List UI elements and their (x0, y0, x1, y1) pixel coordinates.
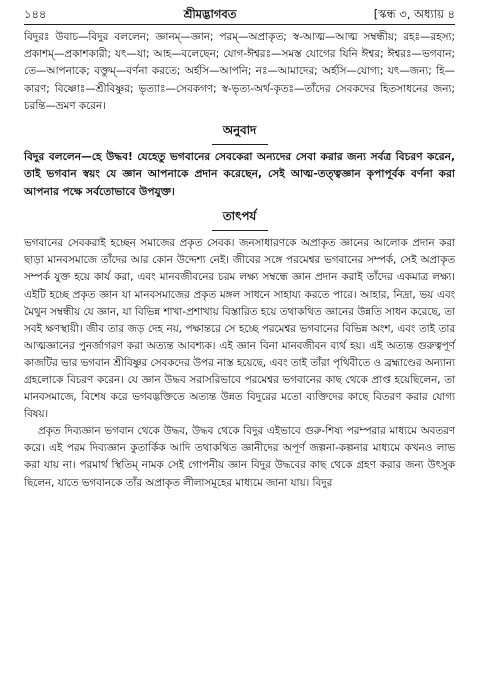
translation-heading-underline (212, 144, 268, 145)
word-for-word-text: বিদুরঃ উবাচ—বিদুর বললেন; জ্ঞানম্—জ্ঞান; পরম্—অপ্রাকৃত; স্ব-আত্ম—আত্ম সম্বন্ধীয়; রহঃ—রহস্য; প্রকাশম্—প্রকাশকারী; যৎ—যা; আহ—বলেছেন; যোগ-ঈশ্বরঃ—সমস্ত যোগের যিনি ঈশ্বর; ঈশ্বরঃ—ভগবান; তে—আপনাকে; বক্তুম্—বর্ণনা করতে; অর্হসি—আপনি; নঃ—আমাদের; অর্হসি—যোগ্য; যৎ—জন্য; হি—কারণ; বিষ্ণোঃ—শ্রীবিষ্ণুর; ভৃত্যাঃ—সেবকগণ; স্ব-ভৃত্য-অর্থ-কৃতঃ—তাঁদের সেবকদের হিতসাধনের জন্য; চরন্তি—ভ্রমণ করেন। (24, 31, 455, 112)
translation-text: বিদুর বললেন—হে উদ্ধব! যেহেতু ভগবানের সেবকেরা অন্যদের সেবা করার জন্য সর্বত্র বিচরণ করেন, তাই ভগবান স্বয়ং যে জ্ঞান আপনাকে প্রদান করেছেন, সেই আত্ম-তত্ত্বজ্ঞান কৃপাপূর্বক বর্ণনা করা আপনার পক্ষে সর্বতোভাবে উপযুক্ত। (24, 151, 455, 198)
purport-heading: তাৎপর্য (222, 209, 257, 224)
page-number: ১৪৪ (24, 7, 47, 21)
purport-paragraph: ভগবানের সেবকরাই হচ্ছেন সমাজের প্রকৃত সেবক। জনসাধারণকে অপ্রাকৃত জ্ঞানের আলোক প্রদান করা ছাড়া মানবসমাজে তাঁদের আর কোন উদ্দেশ্য নেই। জীবের সঙ্গে পরমেশ্বর ভগবানের সম্পর্ক, সেই অপ্রাকৃত সম্পর্ক যুক্ত হয়ে কার্য করা, এবং মানবজীবনের চরম লক্ষ্য সম্বন্ধে জ্ঞান প্রদান করাই তাঁদের একমাত্র লক্ষ্য। এইটি হচ্ছে প্রকৃত জ্ঞান যা মানবসমাজের প্রকৃত মঙ্গল সাধনে সাহায্য করতে পারে। আহার, নিদ্রা, ভয় এবং মৈথুন সম্বন্ধীয় যে জ্ঞান, যা বিভিন্ন শাখা-প্রশাখায় বিস্তারিত হয়ে তথাকথিত জ্ঞানের উন্নতি সাধন করেছে, তা সবই ক্ষণস্থায়ী। জীব তার জড় দেহ নয়, পক্ষান্তরে সে হচ্ছে পরমেশ্বর ভগবানের বিভিন্ন অংশ, এবং তাই তার আত্মজ্ঞানের পুনর্জাগরণ করা অত্যন্ত আবশ্যক। এই জ্ঞান বিনা মানবজীবন ব্যর্থ হয়। এই অত্যন্ত গুরুত্বপূর্ণ কাজটির ভার ভগবান শ্রীবিষ্ণুর সেবকদের উপর নাস্ত হয়েছে, এবং তাই তাঁরা পৃথিবীতে ও ব্রহ্মাণ্ডের অন্যান্য গ্রহলোকে বিচরণ করেন। যে জ্ঞান উদ্ধব সরাসরিভাবে পরমেশ্বর ভগবানের কাছ থেকে প্রাপ্ত হয়েছিলেন, তা মানবসমাজে, বিশেষ করে ভগবদ্ভক্তিতে অত্যন্ত উন্নত বিদুরের মতো ব্যক্তিদের কাছে বিতরণ করার যোগ্য বিষয়। (24, 237, 455, 421)
purport-body (24, 235, 455, 491)
book-title: শ্রীমদ্ভাগবত (183, 7, 237, 21)
canto-chapter-label: [স্কন্ধ ৩, অধ্যায় ৪ (373, 7, 455, 21)
purport-heading-underline (212, 230, 268, 231)
purport-paragraph: প্রকৃত দিব্যজ্ঞান ভগবান থেকে উদ্ধব, উদ্ধব থেকে বিদুর এইভাবে গুরু-শিষ্য পরম্পরার মাধ্যমে অবতরণ করে। এই পরম দিব্যজ্ঞান কুতার্কিক আদি তথাকথিত জ্ঞানীদের অপূর্ণ জল্পনা-কল্পনার মাধ্যমে কখনও লাভ করা যায় না। পরমার্থ স্থিতিম্ নামক সেই গোপনীয় জ্ঞান বিদুর উদ্ধবের কাছ থেকে গ্রহণ করার জন্য উৎসুক ছিলেন, যাতে ভগবানকে তাঁর অপ্রাকৃত লীলাসমূহের মাধ্যমে জানা যায়। বিদুর (24, 425, 455, 489)
translation-heading: অনুবাদ (222, 123, 257, 138)
page-header (24, 6, 455, 23)
